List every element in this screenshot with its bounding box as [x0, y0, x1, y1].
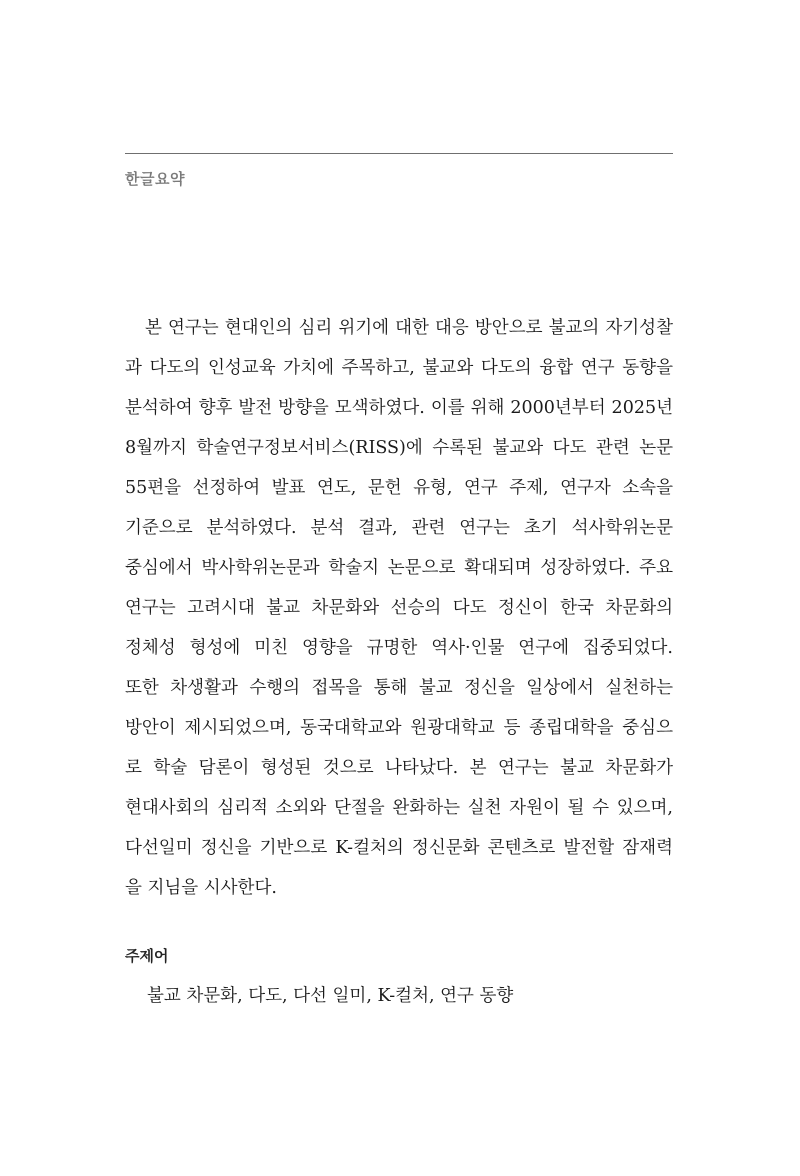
abstract-line: 과 다도의 인성교육 가치에 주목하고, 불교와 다도의 융합 연구 동향을 — [125, 358, 673, 378]
abstract-line: 정체성 형성에 미친 영향을 규명한 역사·인물 연구에 집중되었다. — [125, 638, 673, 658]
abstract-line: 다선일미 정신을 기반으로 K-컬처의 정신문화 콘텐츠로 발전할 잠재력 — [125, 838, 673, 858]
keywords-heading: 주제어 — [125, 947, 169, 965]
abstract-line: 본 연구는 현대인의 심리 위기에 대한 대응 방안으로 불교의 자기성찰 — [145, 318, 673, 338]
abstract-body — [125, 308, 673, 908]
abstract-line: 분석하여 향후 발전 방향을 모색하였다. 이를 위해 2000년부터 2025년 — [125, 398, 673, 418]
abstract-line: 현대사회의 심리적 소외와 단절을 완화하는 실천 자원이 될 수 있으며, — [125, 798, 673, 818]
abstract-line: 55편을 선정하여 발표 연도, 문헌 유형, 연구 주제, 연구자 소속을 — [125, 478, 673, 498]
section-label: 한글요약 — [125, 170, 185, 188]
abstract-line: 을 지님을 시사한다. — [125, 878, 277, 898]
abstract-line: 중심에서 박사학위논문과 학술지 논문으로 확대되며 성장하였다. 주요 — [125, 558, 673, 578]
header-divider — [125, 153, 673, 154]
abstract-line: 방안이 제시되었으며, 동국대학교와 원광대학교 등 종립대학을 중심으 — [125, 718, 673, 738]
abstract-line: 로 학술 담론이 형성된 것으로 나타났다. 본 연구는 불교 차문화가 — [125, 758, 673, 778]
abstract-line: 8월까지 학술연구정보서비스(RISS)에 수록된 불교와 다도 관련 논문 — [125, 438, 673, 458]
abstract-line: 또한 차생활과 수행의 접목을 통해 불교 정신을 일상에서 실천하는 — [125, 678, 673, 698]
keywords-list: 불교 차문화, 다도, 다선 일미, K-컬처, 연구 동향 — [147, 986, 514, 1006]
abstract-line: 연구는 고려시대 불교 차문화와 선승의 다도 정신이 한국 차문화의 — [125, 598, 673, 618]
abstract-line: 기준으로 분석하였다. 분석 결과, 관련 연구는 초기 석사학위논문 — [125, 518, 673, 538]
